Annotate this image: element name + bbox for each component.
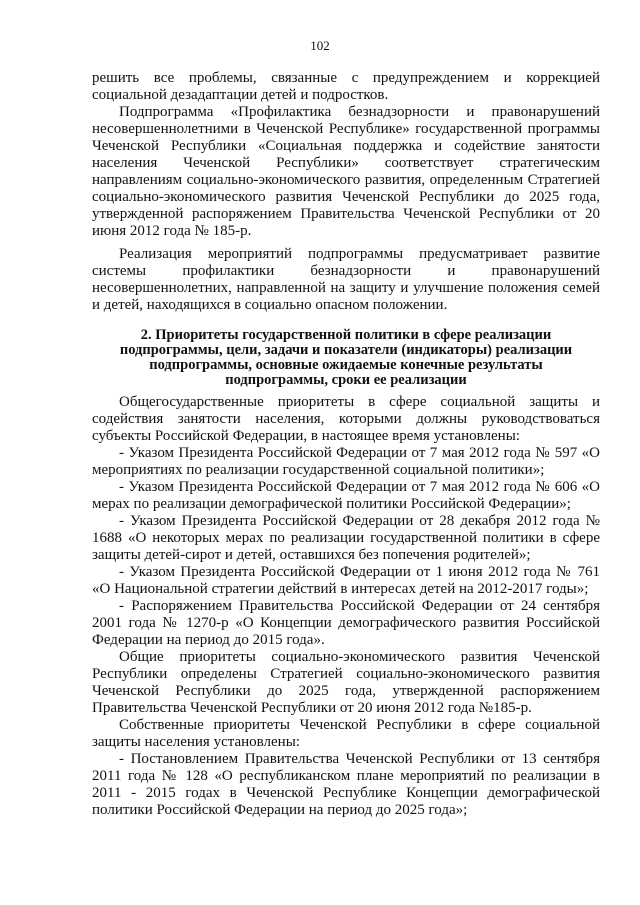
document-body [92,70,600,819]
paragraph: Реализация мероприятий подпрограммы предусматривает развитие системы профилактики безнадзорности и правонарушений несовершеннолетних, направленной на защиту и улучшение положения семей и детей, находящихся в социально опасном положении. [92,246,600,313]
page-number: 102 [310,38,330,53]
paragraph: Подпрограмма «Профилактика безнадзорности и правонарушений несовершеннолетними в Чеченской Республике» государственной программы Чеченской Республики «Социальная поддержка и содействие занятости населения Чеченской Республики» соответствует стратегическим направлениям социально-экономического развития, определенным Стратегией социально-экономического развития Чеченской Республики до 2025 года, утвержденной распоряжением Правительства Чеченской Республики от 20 июня 2012 года № 185-р. [92,104,600,239]
paragraph: Общие приоритеты социально-экономического развития Чеченской Республики определены Стратегией социально-экономического развития Чеченской Республики до 2025 года, утвержденной распоряжением Правительства Чеченской Республики от 20 июня 2012 года №185-р. [92,649,600,716]
list-item: - Указом Президента Российской Федерации от 28 декабря 2012 года № 1688 «О некоторых мерах по реализации государственной политики в сфере защиты детей-сирот и детей, оставшихся без попечения родителей»; [92,513,600,564]
section-heading: 2. Приоритеты государственной политики в сфере реализации подпрограммы, цели, задачи и показатели (индикаторы) реализации подпрограммы, основные ожидаемые конечные результаты подпрограммы, сроки ее реализации [119,327,573,388]
list-item: - Распоряжением Правительства Российской Федерации от 24 сентября 2001 года № 1270-р «О Концепции демографического развития Российской Федерации на период до 2015 года». [92,598,600,649]
list-item: - Постановлением Правительства Чеченской Республики от 13 сентября 2011 года № 128 «О республиканском плане мероприятий по реализации в 2011 - 2015 годах в Чеченской Республике Концепции демографической политики Российской Федерации на период до 2025 года»; [92,751,600,819]
list-item: - Указом Президента Российской Федерации от 7 мая 2012 года № 597 «О мероприятиях по реализации государственной социальной политики»; [92,445,600,479]
list-item: - Указом Президента Российской Федерации от 7 мая 2012 года № 606 «О мерах по реализации демографической политики Российской Федерации»; [92,479,600,513]
paragraph: Собственные приоритеты Чеченской Республики в сфере социальной защиты населения установлены: [92,717,600,750]
list-item: - Указом Президента Российской Федерации от 1 июня 2012 года № 761 «О Национальной стратегии действий в интересах детей на 2012-2017 годы»; [92,564,600,598]
paragraph: решить все проблемы, связанные с предупреждением и коррекцией социальной дезадаптации детей и подростков. [92,70,600,103]
paragraph: Общегосударственные приоритеты в сфере социальной защиты и содействия занятости населения, которыми должны руководствоваться субъекты Российской Федерации, в настоящее время установлены: [92,394,600,444]
